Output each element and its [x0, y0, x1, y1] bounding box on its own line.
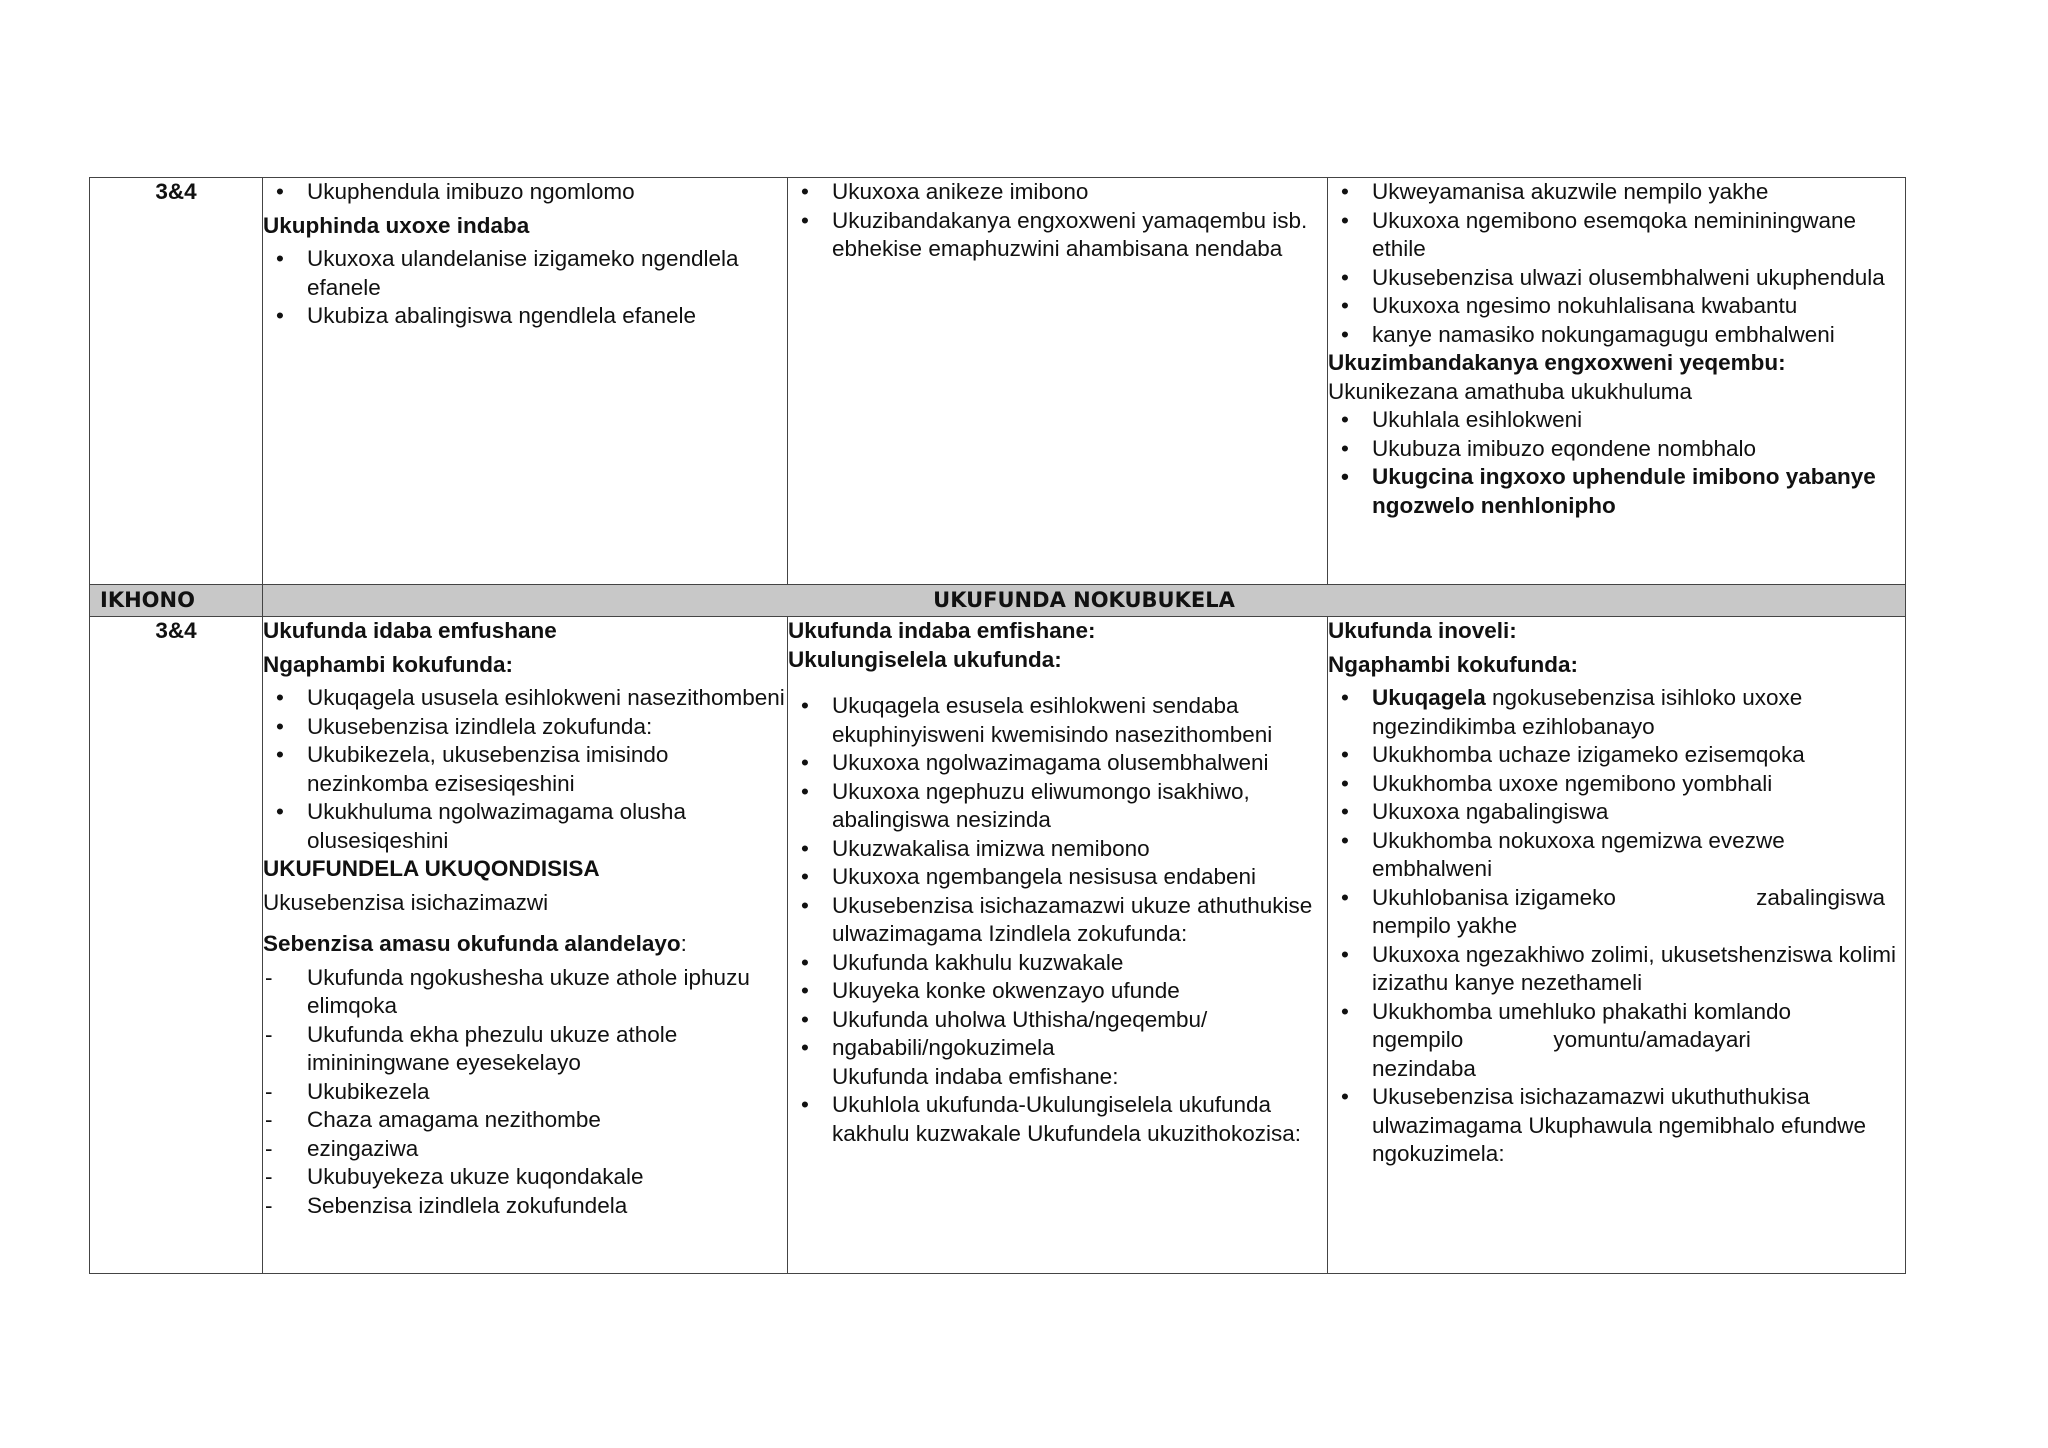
list-item: • Ukukhomba uchaze izigameko ezisemqoka — [1328, 741, 1905, 770]
bullet-icon: • — [801, 750, 809, 775]
term-cell: 3&4 — [90, 617, 263, 1274]
list-item: • Ukubiza abalingiswa ngendlela efanele — [263, 302, 787, 331]
list-item: • Ukuqagela ususela esihlokweni nasezithombeni — [263, 684, 787, 713]
bullet-icon: • — [801, 1092, 809, 1117]
bullet-icon: • — [801, 949, 809, 975]
dash-icon: - — [265, 1078, 273, 1104]
bullet-icon: • — [801, 179, 809, 204]
list-item: • Ukuzibandakanya engxoxweni yamaqembu isb. ebhekise emaphuzwini ahambisana nendaba — [788, 207, 1327, 264]
list-item: • Ukuxoxa ngezakhiwo zolimi, ukusetshenziswa kolimi izizathu kanye nezethameli — [1328, 941, 1905, 998]
list-item: • Ukukhuluma ngolwazimagama olusha olusesiqeshini — [263, 798, 787, 855]
bullet-icon: • — [801, 1006, 809, 1032]
list-item: • Ukukhomba umehluko phakathi komlando ngempilo yomuntu/amadayari nezindaba — [1328, 998, 1905, 1084]
dash-icon: - — [265, 1192, 273, 1218]
dash-icon: - — [265, 1107, 273, 1132]
subheading: Ukulungiselela ukufunda: — [788, 646, 1062, 672]
list-item: • Ukuqagela ngokusebenzisa isihloko uxoxe ngezindikimba ezihlobanayo — [1328, 684, 1905, 741]
list-item: • Ukuxoxa ngabalingiswa — [1328, 798, 1905, 827]
list-item: • Ukubuza imibuzo eqondene nombhalo — [1328, 435, 1905, 464]
subheading: UKUFUNDELA UKUQONDISISA — [263, 856, 600, 881]
list-item: • Ukuxoxa ngesimo nokuhlalisana kwabantu — [1328, 292, 1905, 321]
bullet-list — [1328, 684, 1905, 1169]
bullet-list — [263, 245, 787, 331]
bullet-icon: • — [1341, 998, 1349, 1024]
bullet-icon: • — [1341, 321, 1349, 347]
list-item: - ezingaziwa — [263, 1135, 787, 1164]
bullet-list — [788, 178, 1327, 264]
bullet-icon: • — [1341, 742, 1349, 767]
table-row — [90, 617, 1906, 1274]
subheading: Ngaphambi kokufunda: — [1328, 651, 1579, 677]
bullet-icon: • — [276, 179, 284, 204]
bullet-list — [263, 684, 787, 855]
table-row — [90, 178, 1906, 585]
section-title: UKUFUNDA NOKUBUKELA — [263, 585, 1906, 617]
bullet-icon: • — [276, 742, 284, 767]
subheading: Ukuzimbandakanya engxoxweni yeqembu: — [1328, 350, 1786, 375]
bullet-icon: • — [1341, 770, 1349, 796]
list-item: • Ukuxoxa ulandelanise izigameko ngendlela efanele — [263, 245, 787, 302]
cell-story-preparation — [788, 617, 1328, 1274]
list-item: • Ukukhomba uxoxe ngemibono yombhali — [1328, 770, 1905, 799]
bullet-icon: • — [276, 246, 284, 271]
list-item: • Ukuxoxa anikeze imibono — [788, 178, 1327, 207]
term-cell: 3&4 — [90, 178, 263, 585]
list-item: • Ukuxoxa ngolwazimagama olusembhalweni — [788, 749, 1327, 778]
dash-icon: - — [265, 1164, 273, 1189]
bullet-list — [788, 692, 1327, 1063]
bullet-icon: • — [276, 303, 284, 328]
dash-icon: - — [265, 1135, 273, 1161]
list-item: • Ukugcina ingxoxo uphendule imibono yabanye ngozwelo nenhlonipho — [1328, 463, 1905, 520]
list-item: • Ukusebenzisa izindlela zokufunda: — [263, 713, 787, 742]
dash-icon: - — [265, 1021, 273, 1047]
subheading: Ukuphinda uxoxe indaba — [263, 212, 530, 238]
list-item: - Ukufunda ngokushesha ukuze athole iphuzu elimqoka — [265, 964, 750, 1018]
bullet-icon: • — [801, 978, 809, 1003]
bullet-icon: • — [276, 799, 284, 824]
list-item: - Chaza amagama nezithombe — [263, 1106, 787, 1135]
dash-icon: - — [265, 964, 273, 990]
bullet-icon: • — [1341, 293, 1349, 318]
bullet-icon: • — [276, 713, 284, 739]
list-item: - Sebenzisa izindlela zokufundela — [263, 1192, 787, 1221]
list-item: • Ukuhlobanisa izigameko zabalingiswa nempilo yakhe — [1328, 884, 1905, 941]
skill-label: IKHONO — [90, 585, 263, 617]
bullet-list — [788, 1091, 1327, 1148]
list-item: • ngababili/ngokuzimela — [788, 1034, 1327, 1063]
paragraph: Ukufunda indaba emfishane: — [832, 1063, 1119, 1089]
bullet-icon: • — [1341, 435, 1349, 461]
list-item: • Ukusebenzisa ulwazi olusembhalweni ukuphendula — [1328, 264, 1905, 293]
bullet-icon: • — [801, 778, 809, 804]
list-item: - Ukubikezela — [263, 1078, 787, 1107]
bullet-icon: • — [801, 892, 809, 918]
curriculum-table — [89, 177, 1906, 1274]
list-item: • Ukuhlola ukufunda-Ukulungiselela ukufunda kakhulu kuzwakale Ukufundela ukuzithokozisa: — [788, 1091, 1327, 1148]
list-item: • Ukuxoxa ngembangela nesisusa endabeni — [788, 863, 1327, 892]
list-item: • Ukufunda kakhulu kuzwakale — [788, 949, 1327, 978]
bullet-icon: • — [1341, 179, 1349, 204]
list-item: • Ukufunda uholwa Uthisha/ngeqembu/ — [788, 1006, 1327, 1035]
bullet-icon: • — [801, 864, 809, 889]
dash-list — [263, 964, 787, 1221]
list-item: • Ukweyamanisa akuzwile nempilo yakhe — [1328, 178, 1905, 207]
bullet-icon: • — [1341, 1084, 1349, 1109]
list-item: • Ukuxoxa ngephuzu eliwumongo isakhiwo, abalingiswa nesizinda — [788, 778, 1327, 835]
bullet-icon: • — [1341, 799, 1349, 824]
bullet-icon: • — [1341, 464, 1349, 489]
bullet-list — [1328, 178, 1905, 349]
bullet-icon: • — [1341, 827, 1349, 853]
list-item: • Ukubikezela, ukusebenzisa imisindo nezinkomba ezisesiqeshini — [263, 741, 787, 798]
cell-discussion-skills — [788, 178, 1328, 585]
subheading: Sebenzisa amasu okufunda alandelayo: — [263, 931, 687, 956]
cell-novel-reading — [1328, 617, 1906, 1274]
bullet-icon: • — [1341, 407, 1349, 432]
bullet-icon: • — [801, 1035, 809, 1060]
cell-listening-skills — [263, 178, 788, 585]
list-item: • Ukuxoxa ngemibono esemqoka nemininingwane ethile — [1328, 207, 1905, 264]
cell-group-discussion — [1328, 178, 1906, 585]
list-item: - Ukubuyekeza ukuze kuqondakale — [263, 1163, 787, 1192]
bullet-icon: • — [801, 207, 809, 233]
bullet-list — [263, 178, 787, 207]
subheading: Ukufunda idaba emfushane — [263, 618, 557, 643]
bullet-icon: • — [1341, 884, 1349, 910]
list-item: • Ukuyeka konke okwenzayo ufunde — [788, 977, 1327, 1006]
list-item: • Ukukhomba nokuxoxa ngemizwa evezwe embhalweni — [1328, 827, 1905, 884]
bullet-icon: • — [1341, 941, 1349, 967]
bullet-icon: • — [1341, 207, 1349, 233]
cell-short-story-reading — [263, 617, 788, 1274]
list-item: • Ukuhlala esihlokweni — [1328, 406, 1905, 435]
section-header-row — [90, 585, 1906, 617]
subheading: Ukufunda inoveli: — [1328, 618, 1517, 643]
bullet-list — [1328, 406, 1905, 520]
list-item: • Ukuphendula imibuzo ngomlomo — [263, 178, 787, 207]
bullet-icon: • — [1341, 264, 1349, 290]
list-item: • kanye namasiko nokungamagugu embhalweni — [1328, 321, 1905, 350]
list-item: - Ukufunda ekha phezulu ukuze athole imininingwane eyesekelayo — [265, 1021, 678, 1075]
bullet-icon: • — [1341, 685, 1349, 710]
subheading: Ngaphambi kokufunda: — [263, 651, 514, 677]
list-item: • Ukuqagela esusela esihlokweni sendaba ekuphinyisweni kwemisindo nasezithombeni — [788, 692, 1327, 749]
list-item: • Ukusebenzisa isichazamazwi ukuthuthukisa ulwazimagama Ukuphawula ngemibhalo efundwe ngokuzimela: — [1328, 1083, 1905, 1169]
list-item: • Ukuzwakalisa imizwa nemibono — [788, 835, 1327, 864]
list-item: • Ukusebenzisa isichazamazwi ukuze athuthukise ulwazimagama Izindlela zokufunda: — [788, 892, 1327, 949]
bullet-icon: • — [801, 835, 809, 861]
paragraph: Ukunikezana amathuba ukukhuluma — [1328, 378, 1692, 404]
bullet-icon: • — [801, 693, 809, 718]
subheading: Ukufunda indaba emfishane: — [788, 618, 1096, 643]
bullet-icon: • — [276, 685, 284, 710]
paragraph: Ukusebenzisa isichazimazwi — [263, 889, 549, 915]
